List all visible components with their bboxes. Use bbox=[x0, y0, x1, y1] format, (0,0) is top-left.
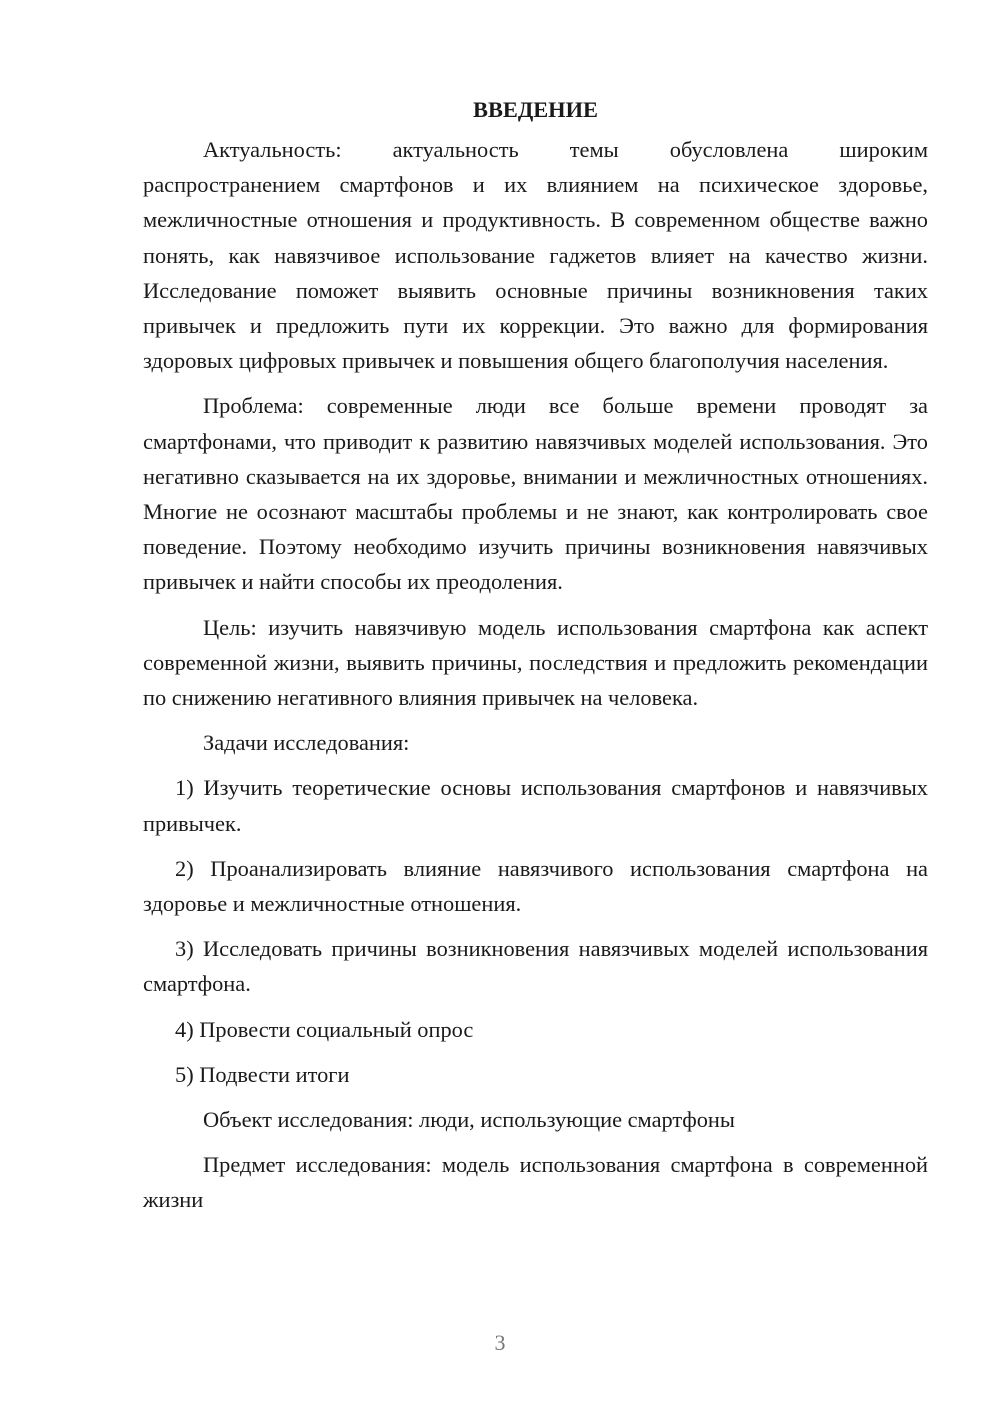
paragraph-goal: Цель: изучить навязчивую модель использования смартфона как аспект современной жизни, выявить причины, последствия и предложить рекомендации по снижению негативного влияния привычек на человека. bbox=[143, 614, 928, 711]
document-page bbox=[143, 92, 928, 1228]
page-number: 3 bbox=[494, 1330, 506, 1355]
section-title: ВВЕДЕНИЕ bbox=[473, 97, 598, 122]
paragraph-object: Объект исследования: люди, использующие смартфоны bbox=[203, 1107, 735, 1133]
task-item-1: 1) Изучить теоретические основы использования смартфонов и навязчивых привычек. bbox=[143, 775, 928, 836]
task-item-4: 4) Провести социальный опрос bbox=[175, 1016, 474, 1042]
task-item-3: 3) Исследовать причины возникновения навязчивых моделей использования смартфона. bbox=[143, 936, 928, 997]
paragraph-relevance: Актуальность: актуальность темы обусловлена широким распространением смартфонов и их влиянием на психическое здоровье, межличностные отношения и продуктивность. В современном обществе важно понять, как навязчивое использование гаджетов влияет на качество жизни. Исследование поможет выявить основные причины возникновения таких привычек и предложить пути их коррекции. Это важно для формирования здоровых цифровых привычек и повышения общего благополучия населения. bbox=[143, 137, 928, 374]
paragraph-problem: Проблема: современные люди все больше времени проводят за смартфонами, что приводит к развитию навязчивых моделей использования. Это негативно сказывается на их здоровье, внимании и межличностных отношениях. Многие не осознают масштабы проблемы и не знают, как контролировать свое поведение. Поэтому необходимо изучить причины возникновения навязчивых привычек и найти способы их преодоления. bbox=[143, 393, 928, 595]
tasks-heading: Задачи исследования: bbox=[203, 730, 410, 756]
task-item-2: 2) Проанализировать влияние навязчивого использования смартфона на здоровье и межличностные отношения. bbox=[143, 855, 928, 917]
paragraph-subject: Предмет исследования: модель использования смартфона в современной жизни bbox=[143, 1152, 928, 1213]
task-item-5: 5) Подвести итоги bbox=[175, 1061, 350, 1087]
